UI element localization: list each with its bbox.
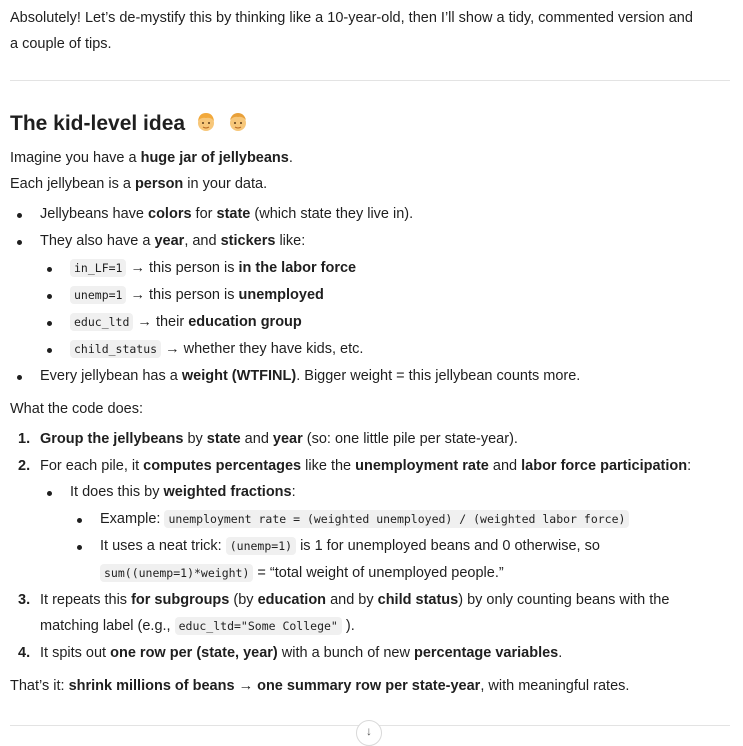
intro-line-2: a couple of tips. bbox=[10, 36, 112, 52]
intro-text bbox=[10, 5, 732, 57]
arrow-down-icon: ↓ bbox=[366, 724, 372, 738]
bullet-icon bbox=[17, 240, 22, 245]
list-item-colors: Jellybeans have colors for state (which state they live in). bbox=[40, 206, 414, 222]
step-2-example: Example: unemployment rate = (weighted unemployed) / (weighted labor force) bbox=[100, 506, 629, 533]
step-number: 2. bbox=[18, 458, 31, 474]
jellybean-paragraph: Each jellybean is a person in your data. bbox=[10, 176, 268, 192]
bullet-icon bbox=[47, 294, 52, 299]
step-3: It repeats this for subgroups (by education and by child status) by only counting beans with the bbox=[40, 592, 670, 608]
boy-emoji-icon bbox=[227, 111, 249, 133]
step-number: 4. bbox=[18, 645, 31, 661]
bullet-icon bbox=[47, 267, 52, 272]
section-heading bbox=[10, 108, 249, 140]
step-4: It spits out one row per (state, year) with a bunch of new percentage variables. bbox=[40, 645, 563, 661]
intro-line-1: Absolutely! Let’s de-mystify this by thinking like a 10-year-old, then I’ll show a tidy, commented version and bbox=[10, 10, 693, 26]
list-item-weight: Every jellybean has a weight (WTFINL). Bigger weight = this jellybean counts more. bbox=[40, 368, 581, 384]
kid-emoji-icon bbox=[195, 111, 217, 133]
list-item-sticker: in_LF=1 → this person is in the labor force bbox=[70, 255, 356, 282]
scroll-down-button[interactable] bbox=[356, 720, 382, 746]
list-item-year: They also have a year, and stickers like: bbox=[40, 233, 306, 249]
bullet-icon bbox=[17, 375, 22, 380]
summary-paragraph: That’s it: shrink millions of beans → one summary row per state-year, with meaningful rates. bbox=[10, 678, 630, 694]
step-number: 1. bbox=[18, 431, 31, 447]
bullet-icon bbox=[47, 321, 52, 326]
divider bbox=[10, 80, 730, 81]
bullet-icon bbox=[47, 491, 52, 496]
step-2: For each pile, it computes percentages like the unemployment rate and labor force participation: bbox=[40, 458, 692, 474]
jar-paragraph: Imagine you have a huge jar of jellybeans. bbox=[10, 150, 293, 166]
step-2-trick-cont: sum((unemp=1)*weight) = “total weight of unemployed people.” bbox=[100, 560, 504, 587]
step-3-cont: matching label (e.g., educ_ltd="Some College" ). bbox=[40, 618, 355, 634]
step-2-sub: It does this by weighted fractions: bbox=[70, 484, 296, 500]
step-number: 3. bbox=[18, 592, 31, 608]
step-1: Group the jellybeans by state and year (so: one little pile per state-year). bbox=[40, 431, 518, 447]
heading-text: The kid-level idea bbox=[10, 112, 186, 135]
list-item-sticker: child_status → whether they have kids, etc. bbox=[70, 336, 363, 363]
list-item-sticker: educ_ltd → their education group bbox=[70, 309, 302, 336]
bullet-icon bbox=[47, 348, 52, 353]
code-does-label: What the code does: bbox=[10, 401, 143, 417]
bullet-icon bbox=[77, 518, 82, 523]
bullet-icon bbox=[17, 213, 22, 218]
bullet-icon bbox=[77, 545, 82, 550]
list-item-sticker: unemp=1 → this person is unemployed bbox=[70, 282, 324, 309]
step-2-trick: It uses a neat trick: (unemp=1) is 1 for unemployed beans and 0 otherwise, so bbox=[100, 538, 600, 554]
